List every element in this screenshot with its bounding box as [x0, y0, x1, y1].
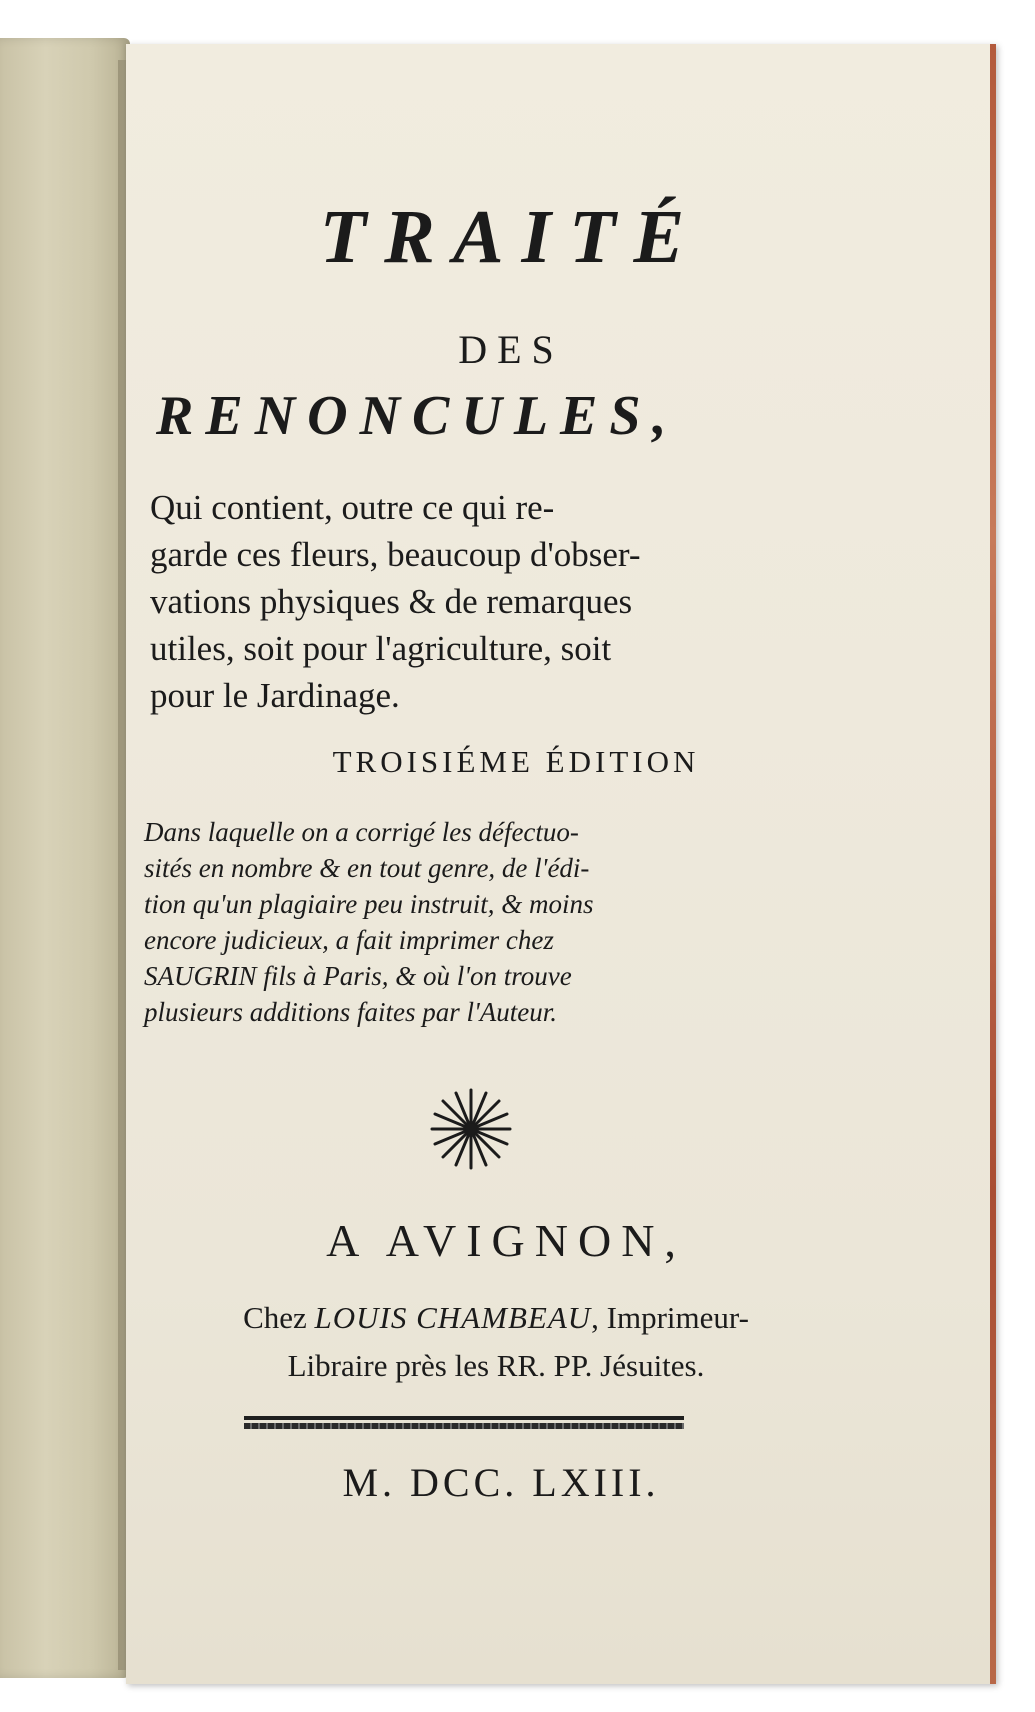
- description-line: vations physiques & de remarques: [150, 582, 633, 621]
- title-page-content: [126, 44, 996, 1684]
- description: [150, 484, 850, 719]
- printer-prefix: Chez: [243, 1300, 307, 1335]
- description-line: garde ces fleurs, beaucoup d'obser-: [150, 535, 641, 574]
- printers-ornament-icon: [426, 1084, 516, 1174]
- book-title: TRAITÉ: [319, 195, 703, 279]
- printer-line-1: [146, 1294, 846, 1342]
- imprint-place: A AVIGNON,: [326, 1215, 686, 1266]
- description-line: utiles, soit pour l'agriculture, soit: [150, 629, 612, 668]
- decorative-rule: [244, 1416, 684, 1430]
- note-line: SAUGRIN fils à Paris, & où l'on trouve: [144, 961, 572, 991]
- printer-name: LOUIS CHAMBEAU: [314, 1300, 592, 1335]
- printer-line-2: Libraire près les RR. PP. Jésuites.: [287, 1348, 705, 1383]
- note-line: Dans laquelle on a corrigé les défectuo-: [144, 817, 579, 847]
- book-cover: [0, 38, 130, 1678]
- note-line: sités en nombre & en tout genre, de l'édi-: [144, 853, 590, 883]
- note-line: tion qu'un plagiaire peu instruit, & moins: [144, 889, 594, 919]
- note-line: encore judicieux, a fait imprimer chez: [144, 925, 554, 955]
- book-subject: RENONCULES,: [156, 385, 679, 447]
- printer-suffix: , Imprimeur-: [591, 1300, 749, 1335]
- description-line: pour le Jardinage.: [150, 676, 400, 715]
- rule-bottom: [244, 1423, 684, 1429]
- imprint-date: M. DCC. LXIII.: [342, 1460, 660, 1505]
- rule-top: [244, 1416, 684, 1420]
- imprint-printer: [146, 1294, 846, 1390]
- title-connector: DES: [458, 327, 564, 372]
- description-line: Qui contient, outre ce qui re-: [150, 488, 555, 527]
- edition-heading: TROISIÉME ÉDITION: [332, 744, 700, 779]
- title-page: [126, 44, 996, 1684]
- note-line: plusieurs additions faites par l'Auteur.: [144, 997, 558, 1027]
- edition-note: [144, 814, 844, 1030]
